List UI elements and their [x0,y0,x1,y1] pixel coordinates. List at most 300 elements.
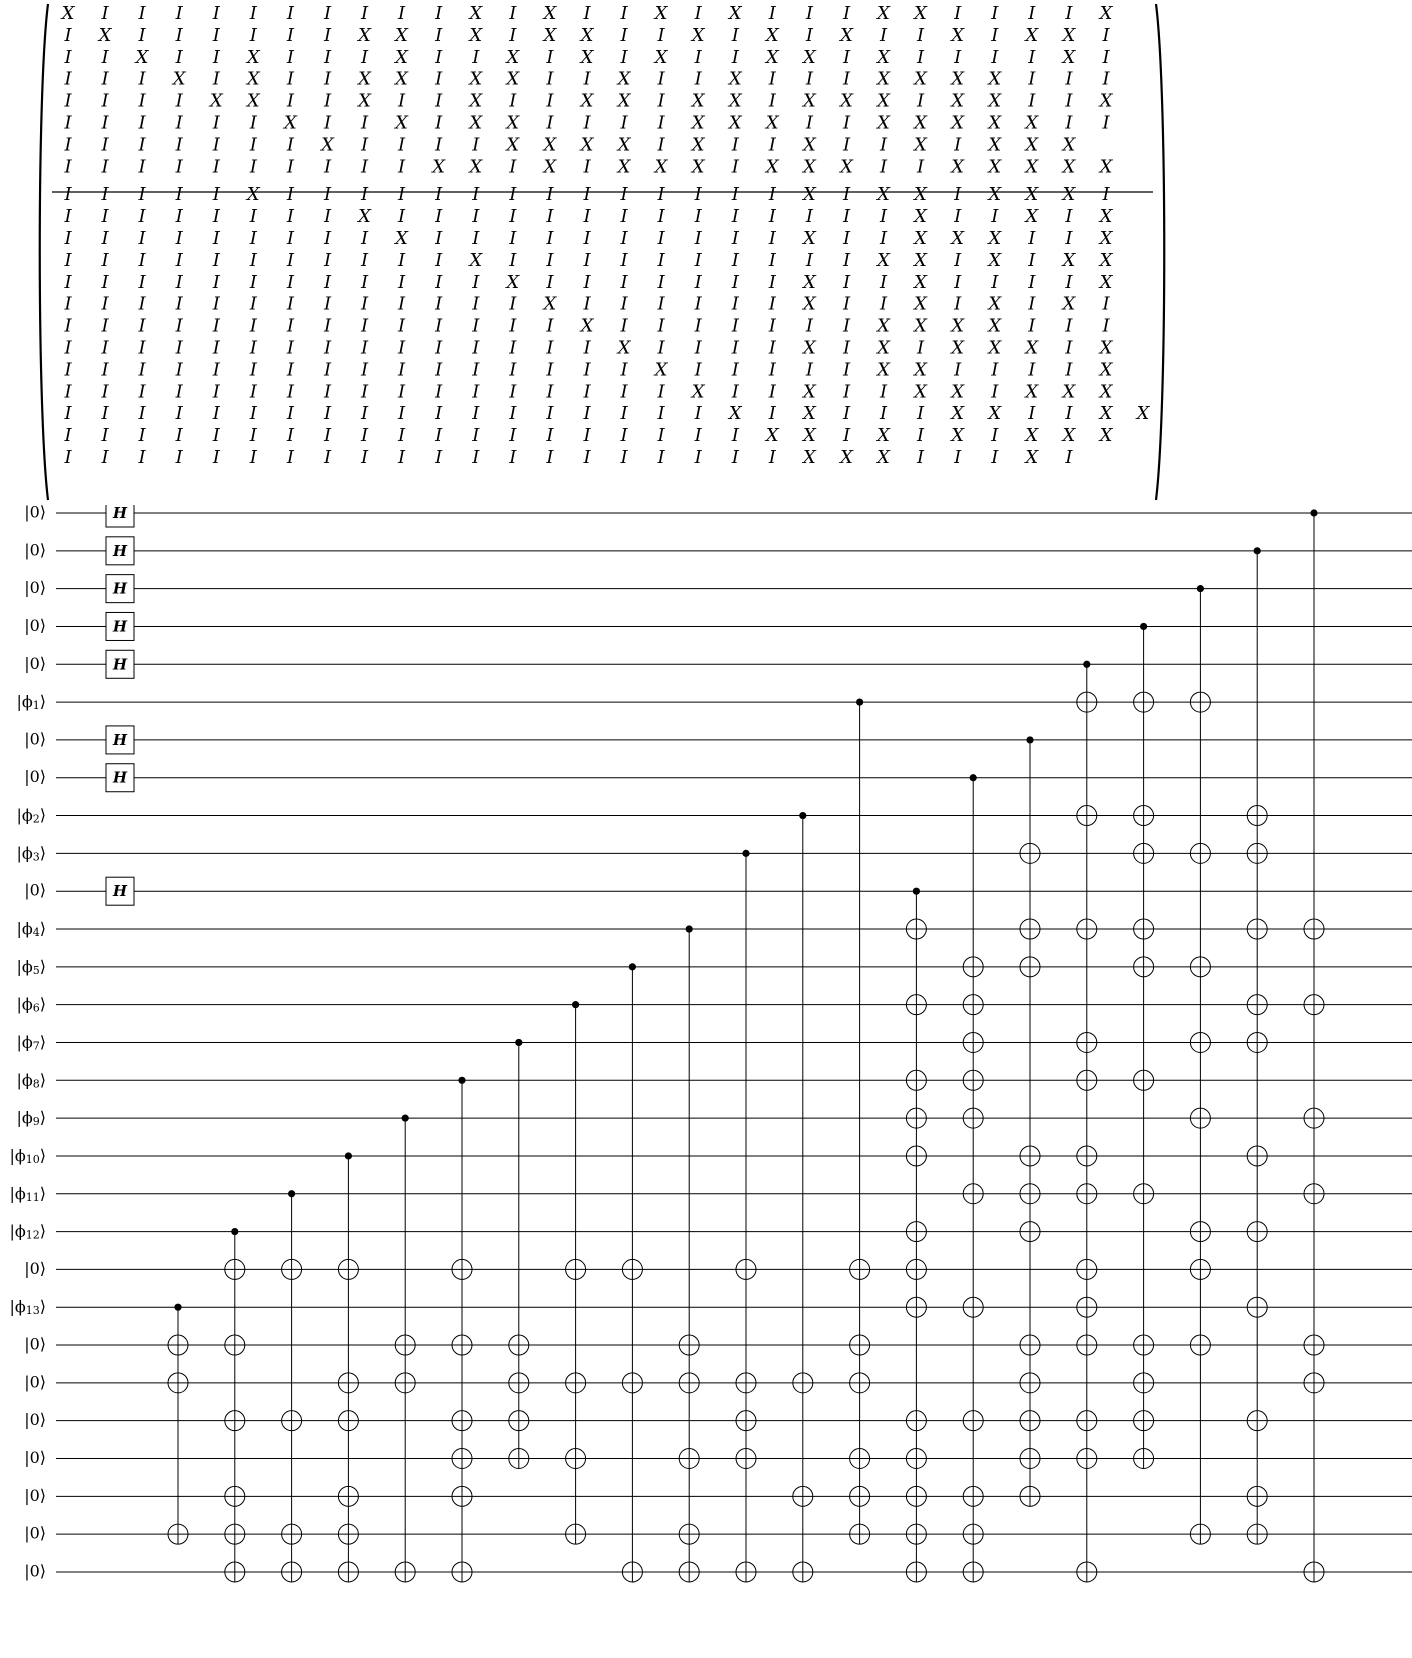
cnot-target [906,1222,926,1242]
matrix-cell: I [101,46,109,68]
matrix-cell: I [64,68,72,90]
matrix-cell: X [654,46,668,68]
matrix-cell: X [877,46,890,68]
matrix-cell: I [694,337,702,359]
matrix-cell: I [954,184,962,206]
cnot-target [1077,919,1097,939]
matrix-cell: I [805,24,813,46]
hadamard-label: H [112,579,128,598]
qubit-label-ket-close: ⟩ [39,1221,46,1241]
matrix-cell: I [64,447,72,468]
matrix-cell: I [398,293,406,315]
matrix-cell: I [842,228,851,249]
matrix-cell: I [323,381,332,403]
matrix-cell: X [691,112,705,134]
matrix-cell: I [286,46,294,68]
matrix-cell: X [951,381,965,403]
control-dot [345,1152,352,1159]
matrix-cell: I [917,403,925,425]
matrix-cell: I [620,403,628,425]
cnot-target [1190,1524,1210,1544]
matrix-cell: I [991,359,999,381]
control-dot [970,774,977,781]
control-dot [231,1228,238,1235]
matrix-cell: I [731,359,739,381]
matrix-cell: X [506,46,520,68]
matrix-cell: I [101,337,109,359]
matrix-cell: I [398,315,406,337]
control-dot [913,888,920,895]
matrix-cell: X [1099,3,1113,24]
matrix-cell: X [1099,403,1113,425]
matrix-cell: X [654,156,668,178]
matrix-cell: I [917,425,925,447]
matrix-cell: I [1028,3,1036,24]
matrix-cell: X [914,206,928,228]
qubit-label-text: |ϕ [16,1069,33,1089]
matrix-cell: I [138,447,146,468]
matrix-cell: I [657,403,665,425]
cnot-target [679,1562,699,1582]
qubit-label [16,956,46,977]
cnot-target [1190,957,1210,977]
matrix-cell: I [1065,206,1073,228]
control-dot [686,925,693,932]
matrix-cell: I [249,381,257,403]
matrix-cell: I [768,90,776,112]
matrix-cell: X [691,24,705,46]
matrix-cell: I [138,228,146,249]
matrix-cell: I [509,156,517,178]
matrix-cell: I [1028,293,1036,315]
matrix-cell: I [323,359,332,381]
cnot-target [168,1524,188,1544]
matrix-cell: X [802,403,816,425]
matrix-cell: I [249,24,257,46]
qubit-label: |0⟩ [24,1523,46,1543]
matrix-cell: I [361,228,369,249]
matrix-cell: I [583,447,591,468]
matrix-cell: I [286,134,294,156]
matrix-cell: I [472,447,480,468]
matrix-cell: I [286,228,294,249]
qubit-label [9,1297,46,1318]
matrix-cell: I [435,46,443,68]
matrix-cell: I [509,403,517,425]
matrix-cell: I [657,184,665,206]
matrix-cell: I [583,228,591,249]
matrix-cell: I [1065,228,1073,249]
matrix-cell: I [323,206,332,228]
cnot-target [566,1373,586,1393]
matrix-cell: X [1062,134,1076,156]
qubit-label-text: |ϕ [16,1031,33,1051]
matrix-cell: I [768,403,776,425]
qubit-label-ket-close: ⟩ [39,1183,46,1203]
matrix-cell: I [398,447,406,468]
cnot-target [452,1335,472,1355]
matrix-cell: I [64,315,72,337]
matrix-cell: I [175,24,183,46]
matrix-cell: I [64,228,72,249]
matrix-cell: X [802,228,816,249]
matrix-cell: I [509,293,517,315]
matrix-cell: I [509,381,517,403]
matrix-cell: I [472,293,480,315]
matrix-cell: I [249,206,257,228]
matrix-cell: I [101,112,109,134]
qubit-label: |0⟩ [24,729,46,749]
matrix-cell: X [395,46,409,68]
hadamard-label: H [112,882,128,901]
matrix-cell: I [1065,68,1073,90]
matrix-cell: X [1025,134,1039,156]
cnot-target [395,1562,415,1582]
matrix-cell: I [842,293,851,315]
matrix-cell: X [691,156,705,178]
matrix-cell: I [175,359,183,381]
matrix-cell: I [991,206,999,228]
matrix-cell: X [1062,46,1076,68]
matrix-cell: I [546,271,554,293]
matrix-cell: X [802,271,816,293]
matrix-cell: I [731,228,739,249]
matrix-cell: I [435,134,443,156]
matrix-cell: I [361,271,369,293]
cnot-target [168,1335,188,1355]
matrix-cell: I [954,134,962,156]
matrix-cell: I [583,271,591,293]
matrix-cell: I [361,337,369,359]
matrix-cell: I [249,156,257,178]
matrix-cell: I [361,315,369,337]
matrix-cell: I [917,46,925,68]
qubit-label [9,1145,46,1166]
matrix-cell: I [249,112,257,134]
qubit-label-text: |ϕ [16,842,33,862]
matrix-cell: X [617,68,631,90]
cnot-target [282,1259,302,1279]
matrix-cell: X [988,337,1002,359]
qubit-label: |0⟩ [24,1561,46,1581]
matrix-cell: I [398,3,406,24]
cnot-target [282,1524,302,1544]
matrix-cell: I [138,359,146,381]
cnot-target [1020,843,1040,863]
matrix-cell: I [64,271,72,293]
hadamard-label: H [112,730,128,749]
matrix-cell: I [286,403,294,425]
matrix-cell: I [286,359,294,381]
matrix-cell: I [212,293,220,315]
matrix-cell: X [951,68,965,90]
matrix-cell: I [694,249,702,271]
qubit-label [16,1070,46,1091]
matrix-cell: X [877,68,890,90]
matrix-cell: I [694,271,702,293]
matrix-cell: X [580,134,594,156]
matrix-cell: I [657,24,665,46]
matrix-cell: X [765,156,779,178]
qubit-label-subscript: 11 [25,1190,40,1204]
matrix-cell: I [1028,90,1036,112]
matrix-cell: X [172,68,186,90]
qubit-label: |0⟩ [24,578,46,598]
cnot-target [963,1108,983,1128]
matrix-cell: X [543,156,557,178]
matrix-cell: I [435,293,443,315]
matrix-cell: I [361,359,369,381]
cnot-target [679,1373,699,1393]
matrix-cell: I [64,24,72,46]
matrix-cell: X [395,68,409,90]
matrix-cell: I [64,46,72,68]
matrix-cell: X [506,271,520,293]
qubit-label-text: |ϕ [16,1107,33,1127]
matrix-cell: I [212,112,220,134]
matrix-cell: X [135,46,149,68]
matrix-cell: I [805,359,813,381]
matrix-cell: I [991,271,999,293]
matrix-cell: X [617,90,631,112]
matrix-cell: I [435,403,443,425]
qubit-label-ket-close: ⟩ [39,1145,46,1165]
matrix-cell: I [1028,68,1036,90]
matrix-cell: I [842,359,851,381]
matrix-cell: I [64,381,72,403]
matrix-cell: I [361,403,369,425]
matrix-cell: I [138,337,146,359]
matrix-cell: X [1099,381,1113,403]
matrix-cell: X [395,228,409,249]
qubit-label: |0⟩ [24,505,46,522]
cnot-target [736,1411,756,1431]
matrix-cell: I [879,134,888,156]
matrix-cell: I [768,293,776,315]
matrix-cell: X [802,447,816,468]
matrix-cell: X [580,90,594,112]
matrix-cell: X [877,337,890,359]
matrix-cell: I [286,206,294,228]
matrix-cell: I [323,337,332,359]
matrix-cell: I [731,425,739,447]
matrix-cell: X [988,249,1002,271]
matrix-cell: I [509,206,517,228]
qubit-label: |0⟩ [24,1372,46,1392]
cnot-target [1304,919,1324,939]
matrix-cell: I [212,381,220,403]
matrix-cell: I [212,337,220,359]
control-dot [1026,736,1033,743]
qubit-label: |0⟩ [24,767,46,787]
matrix-cell: I [435,206,443,228]
cnot-target [793,1486,813,1506]
matrix-cell: X [951,228,965,249]
cnot-target [906,1146,926,1166]
cnot-target [509,1411,529,1431]
matrix-cell: I [768,184,776,206]
matrix-cell: X [432,156,446,178]
matrix-cell: X [469,24,483,46]
matrix-cell: X [914,315,928,337]
cnot-target [963,1524,983,1544]
control-dot [629,963,636,970]
matrix-cell: I [509,184,517,206]
matrix-cell: I [175,46,183,68]
matrix-cell: I [435,68,443,90]
matrix-cell: I [138,184,146,206]
matrix-cell: X [802,425,816,447]
matrix-cell: I [175,293,183,315]
matrix-cell: X [580,46,594,68]
qubit-label-text: |ϕ [9,1145,26,1165]
cnot-target [1077,1032,1097,1052]
matrix-cell: I [286,249,294,271]
matrix-cell: I [138,249,146,271]
cnot-target [1247,1524,1267,1544]
matrix-cell: I [509,90,517,112]
matrix-cell: X [802,381,816,403]
cnot-target [906,1449,926,1469]
cnot-target [1077,1297,1097,1317]
matrix-cell: X [246,46,260,68]
matrix-cell: I [509,425,517,447]
matrix-cell: X [1099,206,1113,228]
matrix-cell: I [620,228,628,249]
matrix-cell: I [917,24,925,46]
right-paren [1156,4,1164,500]
matrix-cell: X [914,112,928,134]
matrix-cell: I [768,315,776,337]
control-dot [742,850,749,857]
matrix-cell: I [620,425,628,447]
matrix-cell: X [1099,249,1113,271]
matrix-cell: I [249,3,257,24]
matrix-cell: I [694,403,702,425]
matrix-cell: X [914,228,928,249]
matrix-cell: I [694,447,702,468]
matrix-cell: I [731,271,739,293]
cnot-target [906,1562,926,1582]
control-dot [458,1077,465,1084]
matrix-cell: I [212,447,220,468]
matrix-cell: I [768,206,776,228]
matrix-cell: I [286,90,294,112]
matrix-cell: I [694,68,702,90]
matrix-cell: X [914,381,928,403]
matrix-cell: I [879,271,888,293]
matrix-cell: X [988,228,1002,249]
cnot-target [1190,1222,1210,1242]
matrix-cell: X [914,134,928,156]
matrix-cell: X [765,112,779,134]
matrix-cell: X [543,24,557,46]
matrix-cell: I [954,271,962,293]
matrix-cell: I [138,3,146,24]
matrix-cell: I [1065,403,1073,425]
matrix-cell: I [620,24,628,46]
matrix-cell: I [731,156,739,178]
matrix-cell: I [175,447,183,468]
qubit-label-subscript: 5 [32,963,40,977]
matrix-cell: I [212,315,220,337]
matrix-cell: X [914,68,928,90]
matrix-cell: I [954,249,962,271]
matrix-cell: I [361,447,369,468]
matrix-cell: I [583,206,591,228]
cnot-target [1077,1146,1097,1166]
cnot-target [963,1411,983,1431]
matrix-cell: I [435,315,443,337]
control-dot [1140,623,1147,630]
matrix-cell: I [991,381,999,403]
matrix-cell: I [954,359,962,381]
matrix-cell: X [654,3,668,24]
cnot-target [1020,1486,1040,1506]
matrix-cell: I [731,315,739,337]
cnot-target [1077,1562,1097,1582]
matrix-cell: I [657,293,665,315]
matrix-cell: X [617,134,631,156]
matrix-cell: I [917,156,925,178]
matrix-cell: I [286,156,294,178]
cnot-target [1020,1449,1040,1469]
matrix-cell: I [361,425,369,447]
pauli-matrix [0,0,1412,505]
control-dot [1197,585,1204,592]
matrix-cell: X [951,425,965,447]
hadamard-label: H [112,655,128,674]
matrix-cell: X [1025,381,1039,403]
matrix-cell: I [879,403,888,425]
matrix-cell: I [842,271,851,293]
cnot-target [1020,1222,1040,1242]
matrix-cell: I [657,249,665,271]
matrix-cell: I [954,447,962,468]
matrix-cell: I [842,337,851,359]
cnot-target [1020,1146,1040,1166]
matrix-cell: I [286,381,294,403]
matrix-cell: I [546,403,554,425]
qubit-label: |0⟩ [24,1258,46,1278]
matrix-cell: X [914,3,928,24]
matrix-cell: I [583,156,591,178]
cnot-target [736,1562,756,1582]
matrix-cell: I [175,403,183,425]
matrix-cell: I [323,425,332,447]
matrix-cell: I [657,228,665,249]
control-dot [1254,547,1261,554]
matrix-cell: X [877,3,890,24]
matrix-cell: I [694,315,702,337]
matrix-cell: X [802,156,816,178]
matrix-cell: I [731,293,739,315]
matrix-cell: X [691,381,705,403]
matrix-cell: X [1062,381,1076,403]
matrix-cell: I [546,90,554,112]
matrix-cell: I [657,68,665,90]
matrix-cell: I [731,447,739,468]
matrix-cell: I [917,447,925,468]
matrix-cell: X [1099,228,1113,249]
matrix-cell: I [805,68,813,90]
matrix-cell: X [1099,337,1113,359]
matrix-cell: I [101,359,109,381]
matrix-cell: I [101,156,109,178]
cnot-target [1247,1297,1267,1317]
matrix-cell: X [358,90,372,112]
matrix-cell: I [620,447,628,468]
